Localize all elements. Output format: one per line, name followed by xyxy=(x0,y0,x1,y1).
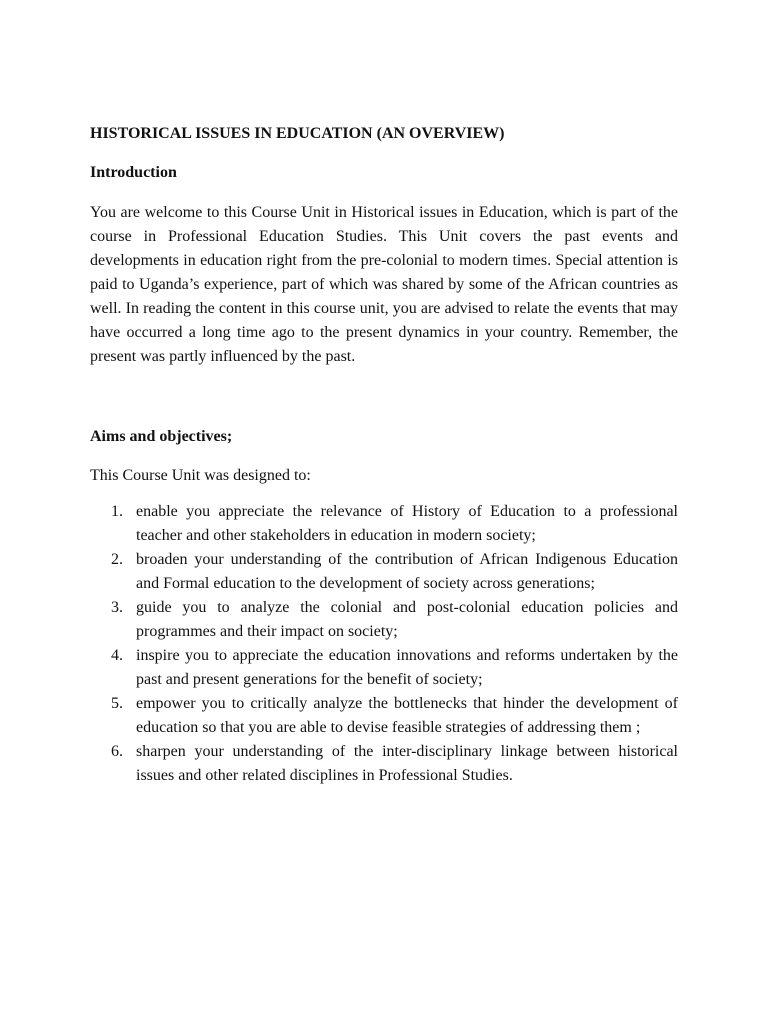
introduction-paragraph: You are welcome to this Course Unit in Historical issues in Education, which is part of the course in Professional Education Studies. This Unit covers the past events and developments in education right from the pre-colonial to modern times. Special attention is paid to Uganda’s experience, part of which was shared by some of the African countries as well. In reading the content in this course unit, you are advised to relate the events that may have occurred a long time ago to the present dynamics in your country. Remember, the present was partly influenced by the past. xyxy=(90,204,678,365)
list-item xyxy=(90,692,678,740)
list-item-text: broaden your understanding of the contribution of African Indigenous Education and Formal education to the development of society across generations; xyxy=(136,551,678,592)
list-item-text: guide you to analyze the colonial and post-colonial education policies and programmes and their impact on society; xyxy=(136,599,678,640)
list-item xyxy=(90,740,678,788)
list-item-text: empower you to critically analyze the bottlenecks that hinder the development of education so that you are able to devise feasible strategies of addressing them ; xyxy=(136,695,678,736)
list-item-number: 4. xyxy=(111,647,123,664)
list-item-number: 1. xyxy=(111,503,123,520)
list-item xyxy=(90,548,678,596)
list-item-number: 5. xyxy=(111,695,123,712)
list-item-number: 3. xyxy=(111,599,123,616)
aims-heading: Aims and objectives; xyxy=(90,428,233,445)
list-item-text: sharpen your understanding of the inter-disciplinary linkage between historical issues and other related disciplines in Professional Studies. xyxy=(136,743,678,784)
list-item-number: 2. xyxy=(111,551,123,568)
aims-lead-text: This Course Unit was designed to: xyxy=(90,467,311,484)
introduction-heading: Introduction xyxy=(90,164,177,181)
objectives-list xyxy=(90,500,678,788)
list-item xyxy=(90,644,678,692)
document-title: HISTORICAL ISSUES IN EDUCATION (AN OVERVIEW) xyxy=(90,125,505,142)
list-item-text: inspire you to appreciate the education innovations and reforms undertaken by the past and present generations for the benefit of society; xyxy=(136,647,678,688)
list-item xyxy=(90,500,678,548)
list-item-number: 6. xyxy=(111,743,123,760)
list-item xyxy=(90,596,678,644)
list-item-text: enable you appreciate the relevance of History of Education to a professional teacher and other stakeholders in education in modern society; xyxy=(136,503,678,544)
